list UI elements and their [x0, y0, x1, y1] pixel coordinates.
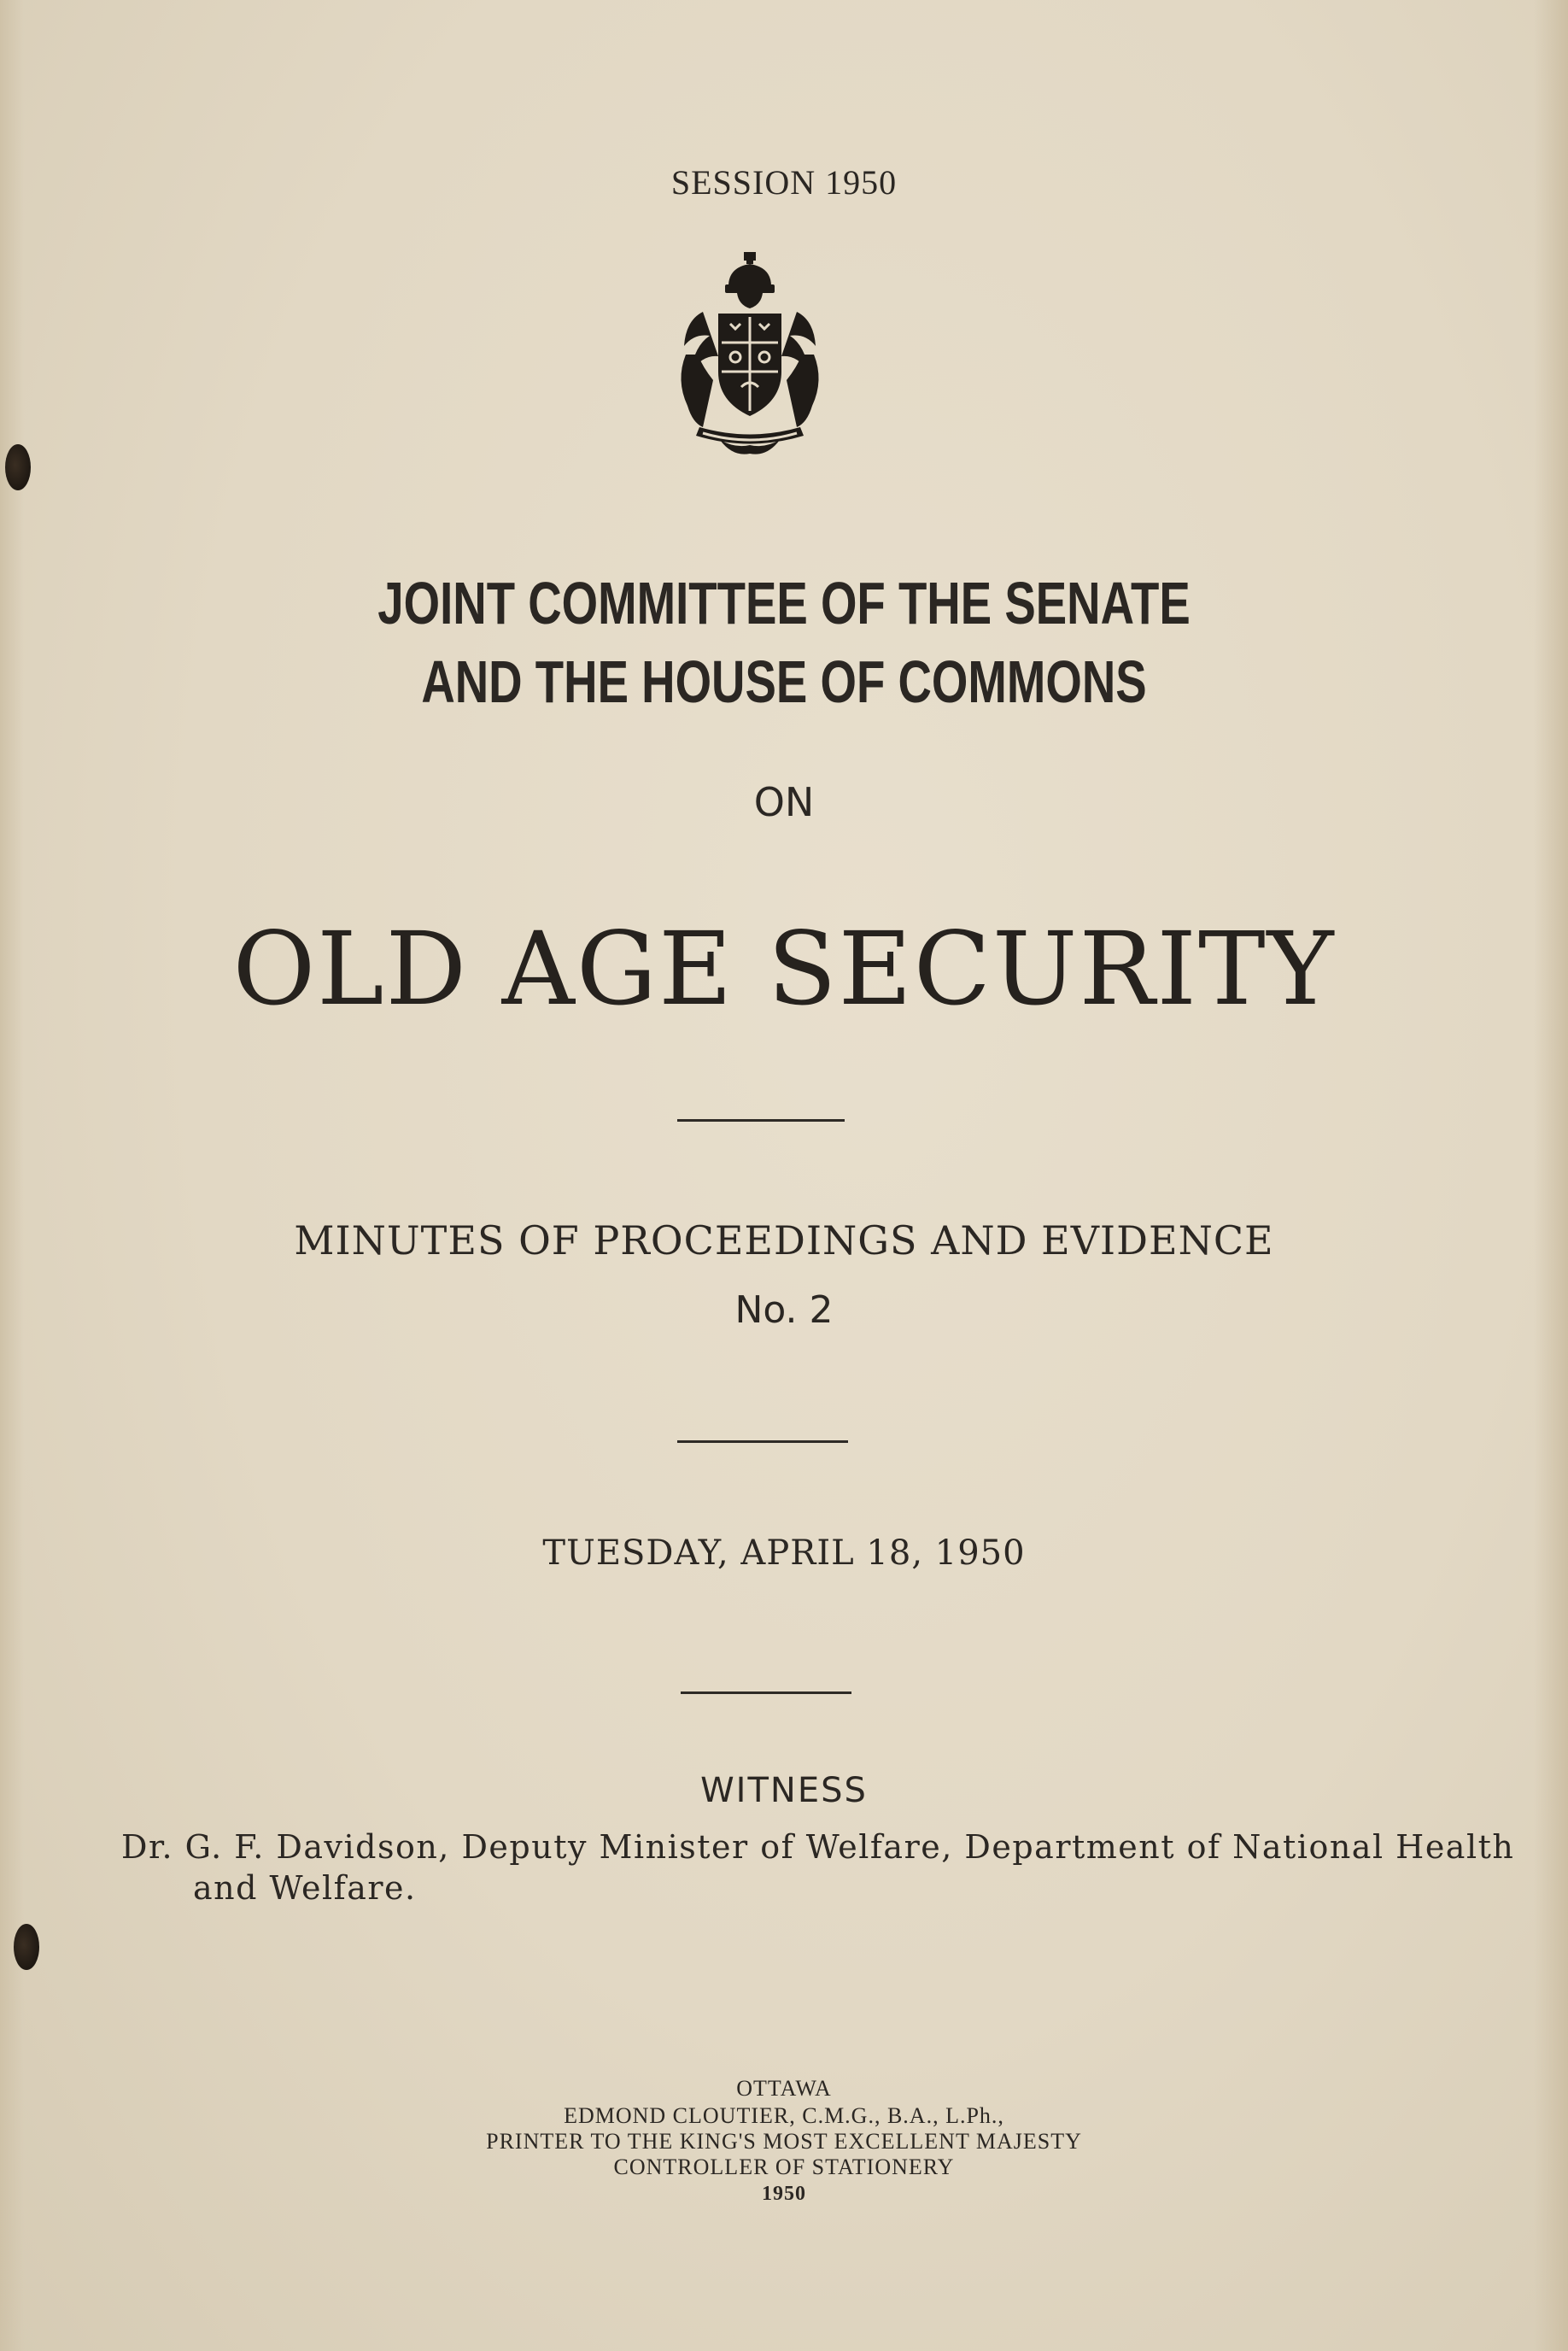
imprint-city: OTTAWA	[736, 2076, 832, 2101]
coat-of-arms-icon	[669, 252, 831, 457]
witness-heading: WITNESS	[700, 1771, 868, 1810]
committee-line-1: JOINT COMMITTEE OF THE SENATE	[377, 570, 1191, 636]
divider-rule	[677, 1119, 845, 1122]
minutes-heading: MINUTES OF PROCEEDINGS AND EVIDENCE	[294, 1217, 1274, 1263]
divider-rule	[677, 1440, 848, 1443]
imprint-printer-title: PRINTER TO THE KING'S MOST EXCELLENT MAJESTY	[486, 2129, 1082, 2154]
page-right-edge	[1534, 0, 1568, 2351]
page-left-edge	[0, 0, 24, 2351]
document-title: OLD AGE SECURITY	[232, 910, 1336, 1028]
committee-title	[173, 564, 1395, 721]
imprint-printer: EDMOND CLOUTIER, C.M.G., B.A., L.Ph.,	[564, 2103, 1004, 2128]
imprint-year: 1950	[762, 2183, 806, 2205]
connector-word: ON	[753, 779, 815, 825]
session-label: SESSION 1950	[670, 163, 898, 202]
binding-hole	[14, 1924, 39, 1970]
committee-line-2: AND THE HOUSE OF COMMONS	[421, 648, 1147, 715]
meeting-date: TUESDAY, APRIL 18, 1950	[542, 1533, 1026, 1573]
divider-rule	[681, 1691, 851, 1694]
issue-number: No. 2	[734, 1288, 834, 1332]
witness-description: Dr. G. F. Davidson, Deputy Minister of Welfare, Department of National Health and Welfare.	[121, 1828, 1515, 1907]
binding-hole	[5, 444, 31, 490]
imprint-controller: CONTROLLER OF STATIONERY	[613, 2155, 955, 2179]
